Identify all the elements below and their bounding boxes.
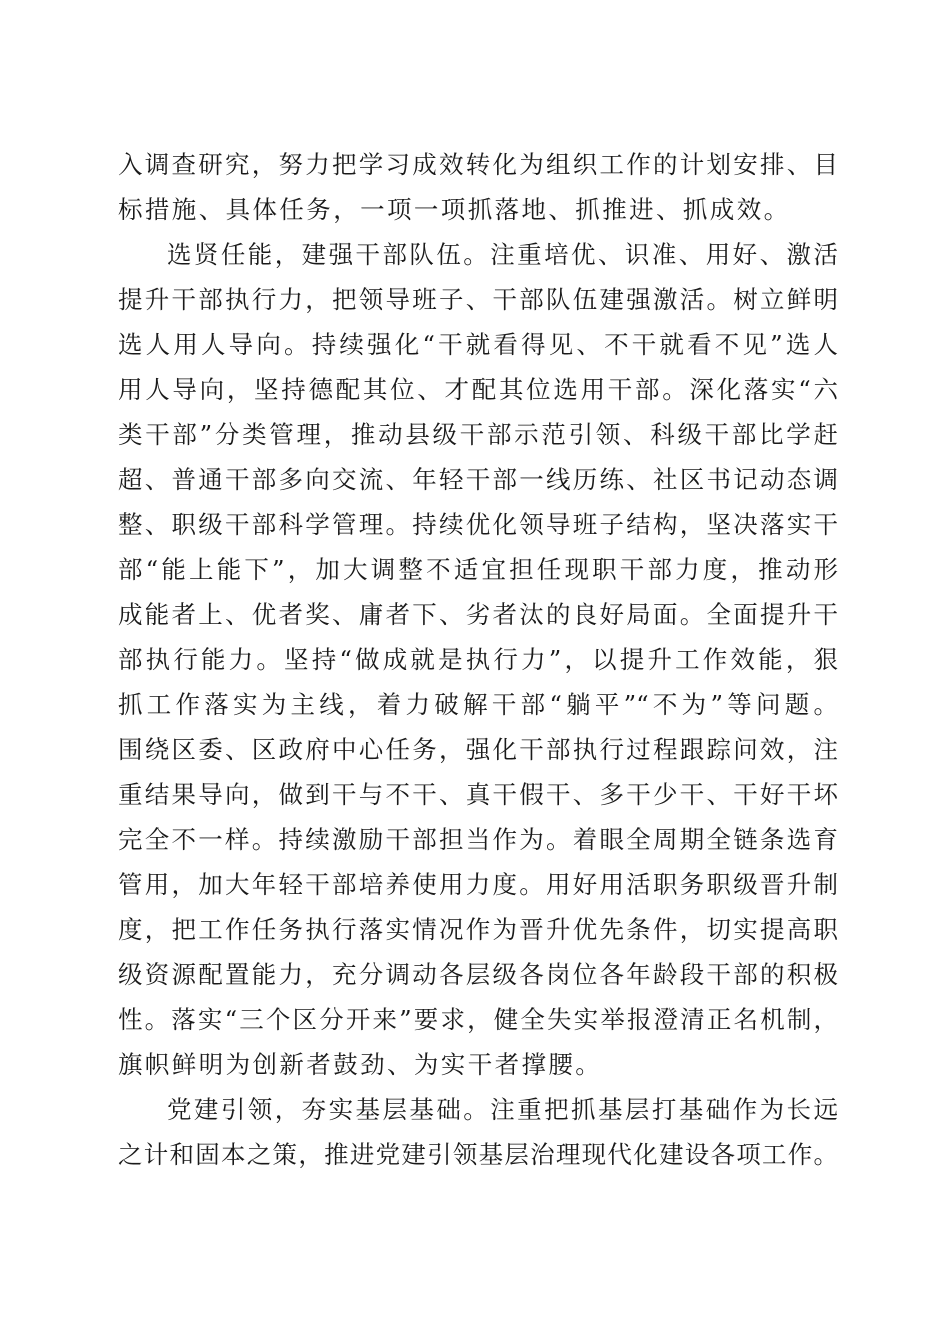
paragraph-1 [118, 142, 838, 232]
line-text: 围绕区委、区政府中心任务，强化干部执行过程跟踪问效，注 [118, 735, 838, 764]
line-text: 度，把工作任务执行落实情况作为晋升优先条件，切实提高职 [118, 915, 838, 944]
text-line [118, 907, 838, 952]
text-line [118, 682, 838, 727]
text-line [118, 142, 838, 187]
line-text: 抓工作落实为主线，着力破解干部“躺平”“不为”等问题。 [118, 690, 838, 719]
text-line [118, 547, 838, 592]
line-text: 类干部”分类管理，推动县级干部示范引领、科级干部比学赶 [118, 420, 838, 449]
line-text: 之计和固本之策，推进党建引领基层治理现代化建设各项工作。 [118, 1140, 838, 1169]
text-line [118, 232, 838, 277]
line-text: 部“能上能下”，加大调整不适宜担任现职干部力度，推动形 [118, 555, 838, 584]
text-line [118, 1132, 838, 1177]
text-line [118, 862, 838, 907]
text-line [118, 412, 838, 457]
line-text: 性。落实“三个区分开来”要求，健全失实举报澄清正名机制， [118, 1005, 838, 1034]
text-line [118, 952, 838, 997]
line-text: 重结果导向，做到干与不干、真干假干、多干少干、干好干坏 [118, 780, 838, 809]
line-text: 用人导向，坚持德配其位、才配其位选用干部。深化落实“六 [118, 375, 838, 404]
line-text: 选贤任能，建强干部队伍。注重培优、识准、用好、激活 [167, 240, 838, 269]
text-line [118, 322, 838, 367]
line-text: 成能者上、优者奖、庸者下、劣者汰的良好局面。全面提升干 [118, 600, 838, 629]
line-text: 完全不一样。持续激励干部担当作为。着眼全周期全链条选育 [118, 825, 838, 854]
text-line [118, 772, 838, 817]
line-text: 标措施、具体任务，一项一项抓落地、抓推进、抓成效。 [118, 195, 791, 224]
line-text: 超、普通干部多向交流、年轻干部一线历练、社区书记动态调 [118, 465, 838, 494]
text-line [118, 1042, 838, 1087]
document-page [118, 142, 838, 1177]
text-line [118, 727, 838, 772]
text-line [118, 1087, 838, 1132]
line-text: 入调查研究，努力把学习成效转化为组织工作的计划安排、目 [118, 150, 838, 179]
line-text: 选人用人导向。持续强化“干就看得见、不干就看不见”选人 [118, 330, 838, 359]
text-line [118, 592, 838, 637]
line-text: 部执行能力。坚持“做成就是执行力”，以提升工作效能，狠 [118, 645, 838, 674]
line-text: 旗帜鲜明为创新者鼓劲、为实干者撑腰。 [118, 1050, 603, 1079]
paragraph-2 [118, 232, 838, 1087]
text-line [118, 997, 838, 1042]
line-text: 管用，加大年轻干部培养使用力度。用好用活职务职级晋升制 [118, 870, 838, 899]
text-line [118, 637, 838, 682]
text-line [118, 457, 838, 502]
text-line [118, 817, 838, 862]
text-line [118, 502, 838, 547]
line-text: 整、职级干部科学管理。持续优化领导班子结构，坚决落实干 [118, 510, 838, 539]
text-line [118, 277, 838, 322]
paragraph-3 [118, 1087, 838, 1177]
text-line [118, 367, 838, 412]
text-line [118, 187, 838, 232]
line-text: 党建引领，夯实基层基础。注重把抓基层打基础作为长远 [167, 1095, 838, 1124]
line-text: 提升干部执行力，把领导班子、干部队伍建强激活。树立鲜明 [118, 285, 838, 314]
line-text: 级资源配置能力，充分调动各层级各岗位各年龄段干部的积极 [118, 960, 838, 989]
